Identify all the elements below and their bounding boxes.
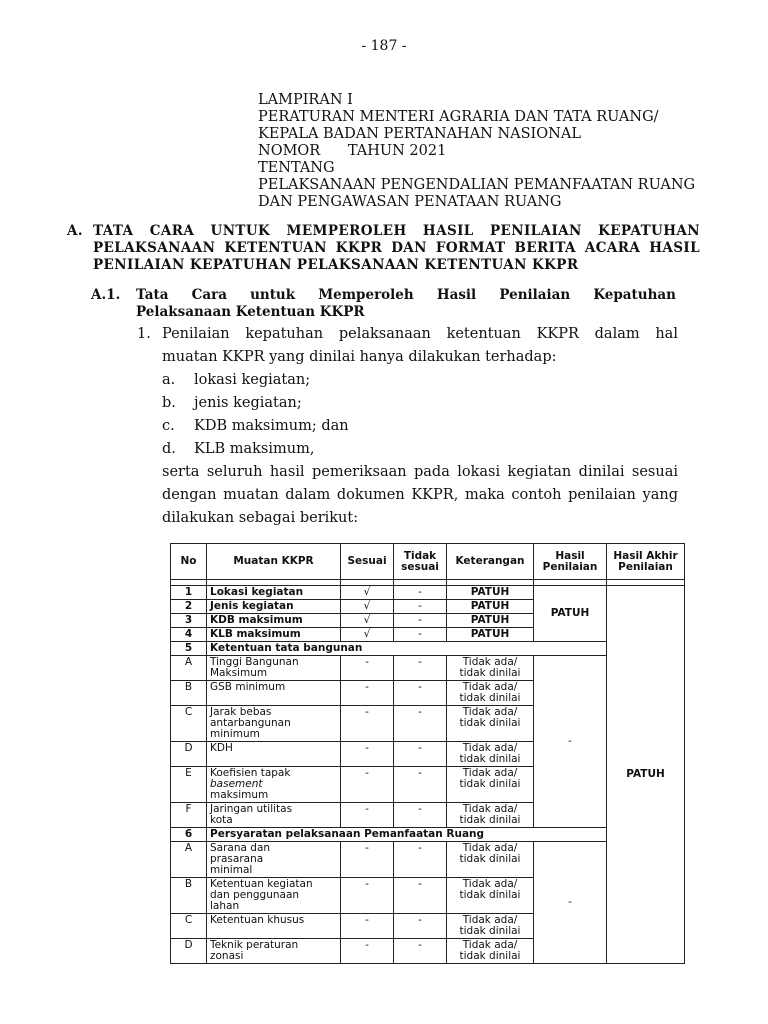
cell-hasil-group1: PATUH <box>534 586 607 642</box>
subitem-label: b. <box>162 395 176 411</box>
title-word: Memperoleh <box>318 287 414 303</box>
cell-keterangan: Tidak ada/ tidak dinilai <box>447 742 534 767</box>
cell-muatan: GSB minimum <box>207 681 341 706</box>
cell-keterangan: PATUH <box>447 628 534 642</box>
header-line: LAMPIRAN I <box>258 92 353 108</box>
header-keterangan: Keterangan <box>447 544 534 580</box>
text-word: ketentuan <box>446 326 521 342</box>
cell-tidak-sesuai: - <box>394 600 447 614</box>
cell-keterangan: Tidak ada/ tidak dinilai <box>447 842 534 878</box>
header-hasil-akhir: Hasil Akhir Penilaian <box>607 544 685 580</box>
cell-no: E <box>171 767 207 803</box>
item-1-after-line: serta seluruh hasil pemeriksaan pada lokasi kegiatan dinilai sesuai <box>162 464 678 480</box>
cell-no: B <box>171 878 207 914</box>
item-1-number: 1. <box>137 326 151 342</box>
subitem-text: KDB maksimum; dan <box>194 418 349 434</box>
cell-keterangan: Tidak ada/ tidak dinilai <box>447 767 534 803</box>
header-sesuai: Sesuai <box>341 544 394 580</box>
cell-sesuai: - <box>341 914 394 939</box>
muatan-text: maksimum <box>210 789 269 801</box>
cell-sesuai: - <box>341 939 394 964</box>
cell-no: 1 <box>171 586 207 600</box>
cell-no: D <box>171 742 207 767</box>
section-a-line: TATA CARA UNTUK MEMPEROLEH HASIL PENILAIAN KEPATUHAN <box>93 223 700 239</box>
header-muatan: Muatan KKPR <box>207 544 341 580</box>
cell-muatan: Jenis kegiatan <box>207 600 341 614</box>
cell-no: 6 <box>171 828 207 842</box>
cell-no: 2 <box>171 600 207 614</box>
item-1-line2: muatan KKPR yang dinilai hanya dilakukan terhadap: <box>162 349 557 365</box>
cell-tidak-sesuai: - <box>394 706 447 742</box>
section-a-label: A. <box>67 223 83 239</box>
header-line: PERATURAN MENTERI AGRARIA DAN TATA RUANG/ <box>258 109 659 125</box>
table-header-row <box>171 544 685 580</box>
cell-keterangan: Tidak ada/ tidak dinilai <box>447 878 534 914</box>
cell-sesuai: - <box>341 656 394 681</box>
header-line: KEPALA BADAN PERTANAHAN NASIONAL <box>258 126 581 142</box>
cell-muatan: Ketentuan khusus <box>207 914 341 939</box>
cell-muatan: Sarana dan prasarana minimal <box>207 842 341 878</box>
cell-no: A <box>171 656 207 681</box>
cell-muatan: Teknik peraturan zonasi <box>207 939 341 964</box>
item-1-line1 <box>162 326 678 342</box>
text-word: Penilaian <box>162 326 230 342</box>
header-tidak-sesuai: Tidak sesuai <box>394 544 447 580</box>
cell-muatan: KDH <box>207 742 341 767</box>
text-word: pelaksanaan <box>338 326 431 342</box>
cell-no: C <box>171 914 207 939</box>
cell-hasil-akhir: PATUH <box>607 586 685 964</box>
cell-keterangan: Tidak ada/ tidak dinilai <box>447 656 534 681</box>
cell-keterangan: PATUH <box>447 586 534 600</box>
cell-muatan: Jaringan utilitas kota <box>207 803 341 828</box>
cell-no: B <box>171 681 207 706</box>
cell-tidak-sesuai: - <box>394 586 447 600</box>
header-no: No <box>171 544 207 580</box>
cell-tidak-sesuai: - <box>394 842 447 878</box>
cell-keterangan: PATUH <box>447 600 534 614</box>
cell-muatan: KLB maksimum <box>207 628 341 642</box>
text-word: dalam <box>594 326 640 342</box>
cell-sesuai: √ <box>341 628 394 642</box>
text-word: hal <box>655 326 678 342</box>
cell-tidak-sesuai: - <box>394 767 447 803</box>
cell-muatan <box>207 767 341 803</box>
cell-tidak-sesuai: - <box>394 914 447 939</box>
section-a1-label: A.1. <box>91 287 121 303</box>
cell-tidak-sesuai: - <box>394 742 447 767</box>
header-line: PELAKSANAAN PENGENDALIAN PEMANFAATAN RUANG <box>258 177 696 193</box>
cell-tidak-sesuai: - <box>394 628 447 642</box>
cell-sesuai: √ <box>341 614 394 628</box>
cell-sesuai: - <box>341 803 394 828</box>
title-word: Tata <box>136 287 169 303</box>
header-line: TENTANG <box>258 160 335 176</box>
muatan-text-italic: basement <box>210 778 263 790</box>
cell-tidak-sesuai: - <box>394 803 447 828</box>
cell-tidak-sesuai: - <box>394 614 447 628</box>
title-word: Kepatuhan <box>593 287 676 303</box>
cell-muatan: Jarak bebas antarbangunan minimum <box>207 706 341 742</box>
subitem-text: lokasi kegiatan; <box>194 372 311 388</box>
header-line: NOMOR TAHUN 2021 <box>258 143 447 159</box>
section-a1-title-line1 <box>136 287 676 304</box>
text-word: KKPR <box>536 326 579 342</box>
cell-sesuai: √ <box>341 586 394 600</box>
title-word: Hasil <box>436 287 477 303</box>
cell-sesuai: - <box>341 742 394 767</box>
cell-keterangan: Tidak ada/ tidak dinilai <box>447 939 534 964</box>
page-number: - 187 - <box>361 38 407 54</box>
document-header <box>258 92 695 211</box>
cell-tidak-sesuai: - <box>394 681 447 706</box>
muatan-text: Koefisien tapak <box>210 767 291 779</box>
section-5-title: Ketentuan tata bangunan <box>207 642 607 656</box>
table-row <box>171 586 685 600</box>
cell-no: C <box>171 706 207 742</box>
cell-no: A <box>171 842 207 878</box>
cell-hasil-section6: - <box>534 842 607 964</box>
subitem-label: d. <box>162 441 176 457</box>
cell-no: F <box>171 803 207 828</box>
item-1-after-line: dilakukan sebagai berikut: <box>162 510 359 526</box>
subitem-label: a. <box>162 372 176 388</box>
cell-muatan: Tinggi Bangunan Maksimum <box>207 656 341 681</box>
section-a-line: PENILAIAN KEPATUHAN PELAKSANAAN KETENTUAN KKPR <box>93 257 579 273</box>
cell-hasil-section5: - <box>534 656 607 828</box>
cell-keterangan: PATUH <box>447 614 534 628</box>
cell-keterangan: Tidak ada/ tidak dinilai <box>447 803 534 828</box>
section-6-title: Persyaratan pelaksanaan Pemanfaatan Ruang <box>207 828 607 842</box>
cell-no: 3 <box>171 614 207 628</box>
cell-no: 4 <box>171 628 207 642</box>
cell-keterangan: Tidak ada/ tidak dinilai <box>447 914 534 939</box>
subitem-text: KLB maksimum, <box>194 441 315 457</box>
cell-sesuai: - <box>341 706 394 742</box>
cell-sesuai: - <box>341 878 394 914</box>
title-word: Cara <box>191 287 227 303</box>
cell-no: D <box>171 939 207 964</box>
header-line: DAN PENGAWASAN PENATAAN RUANG <box>258 194 562 210</box>
section-a1-title-line2: Pelaksanaan Ketentuan KKPR <box>136 304 365 320</box>
subitem-label: c. <box>162 418 175 434</box>
cell-keterangan: Tidak ada/ tidak dinilai <box>447 681 534 706</box>
cell-sesuai: √ <box>341 600 394 614</box>
cell-muatan: KDB maksimum <box>207 614 341 628</box>
title-word: untuk <box>250 287 296 303</box>
item-1-after-line: dengan muatan dalam dokumen KKPR, maka contoh penilaian yang <box>162 487 678 503</box>
cell-muatan: Lokasi kegiatan <box>207 586 341 600</box>
cell-sesuai: - <box>341 842 394 878</box>
text-word: kepatuhan <box>245 326 324 342</box>
cell-no: 5 <box>171 642 207 656</box>
cell-tidak-sesuai: - <box>394 656 447 681</box>
cell-sesuai: - <box>341 681 394 706</box>
section-a-line: PELAKSANAAN KETENTUAN KKPR DAN FORMAT BERITA ACARA HASIL <box>93 240 700 256</box>
cell-muatan: Ketentuan kegiatan dan penggunaan lahan <box>207 878 341 914</box>
assessment-table <box>170 543 685 964</box>
cell-tidak-sesuai: - <box>394 939 447 964</box>
subitem-text: jenis kegiatan; <box>194 395 302 411</box>
cell-sesuai: - <box>341 767 394 803</box>
header-hasil: Hasil Penilaian <box>534 544 607 580</box>
cell-tidak-sesuai: - <box>394 878 447 914</box>
title-word: Penilaian <box>499 287 571 303</box>
cell-keterangan: Tidak ada/ tidak dinilai <box>447 706 534 742</box>
